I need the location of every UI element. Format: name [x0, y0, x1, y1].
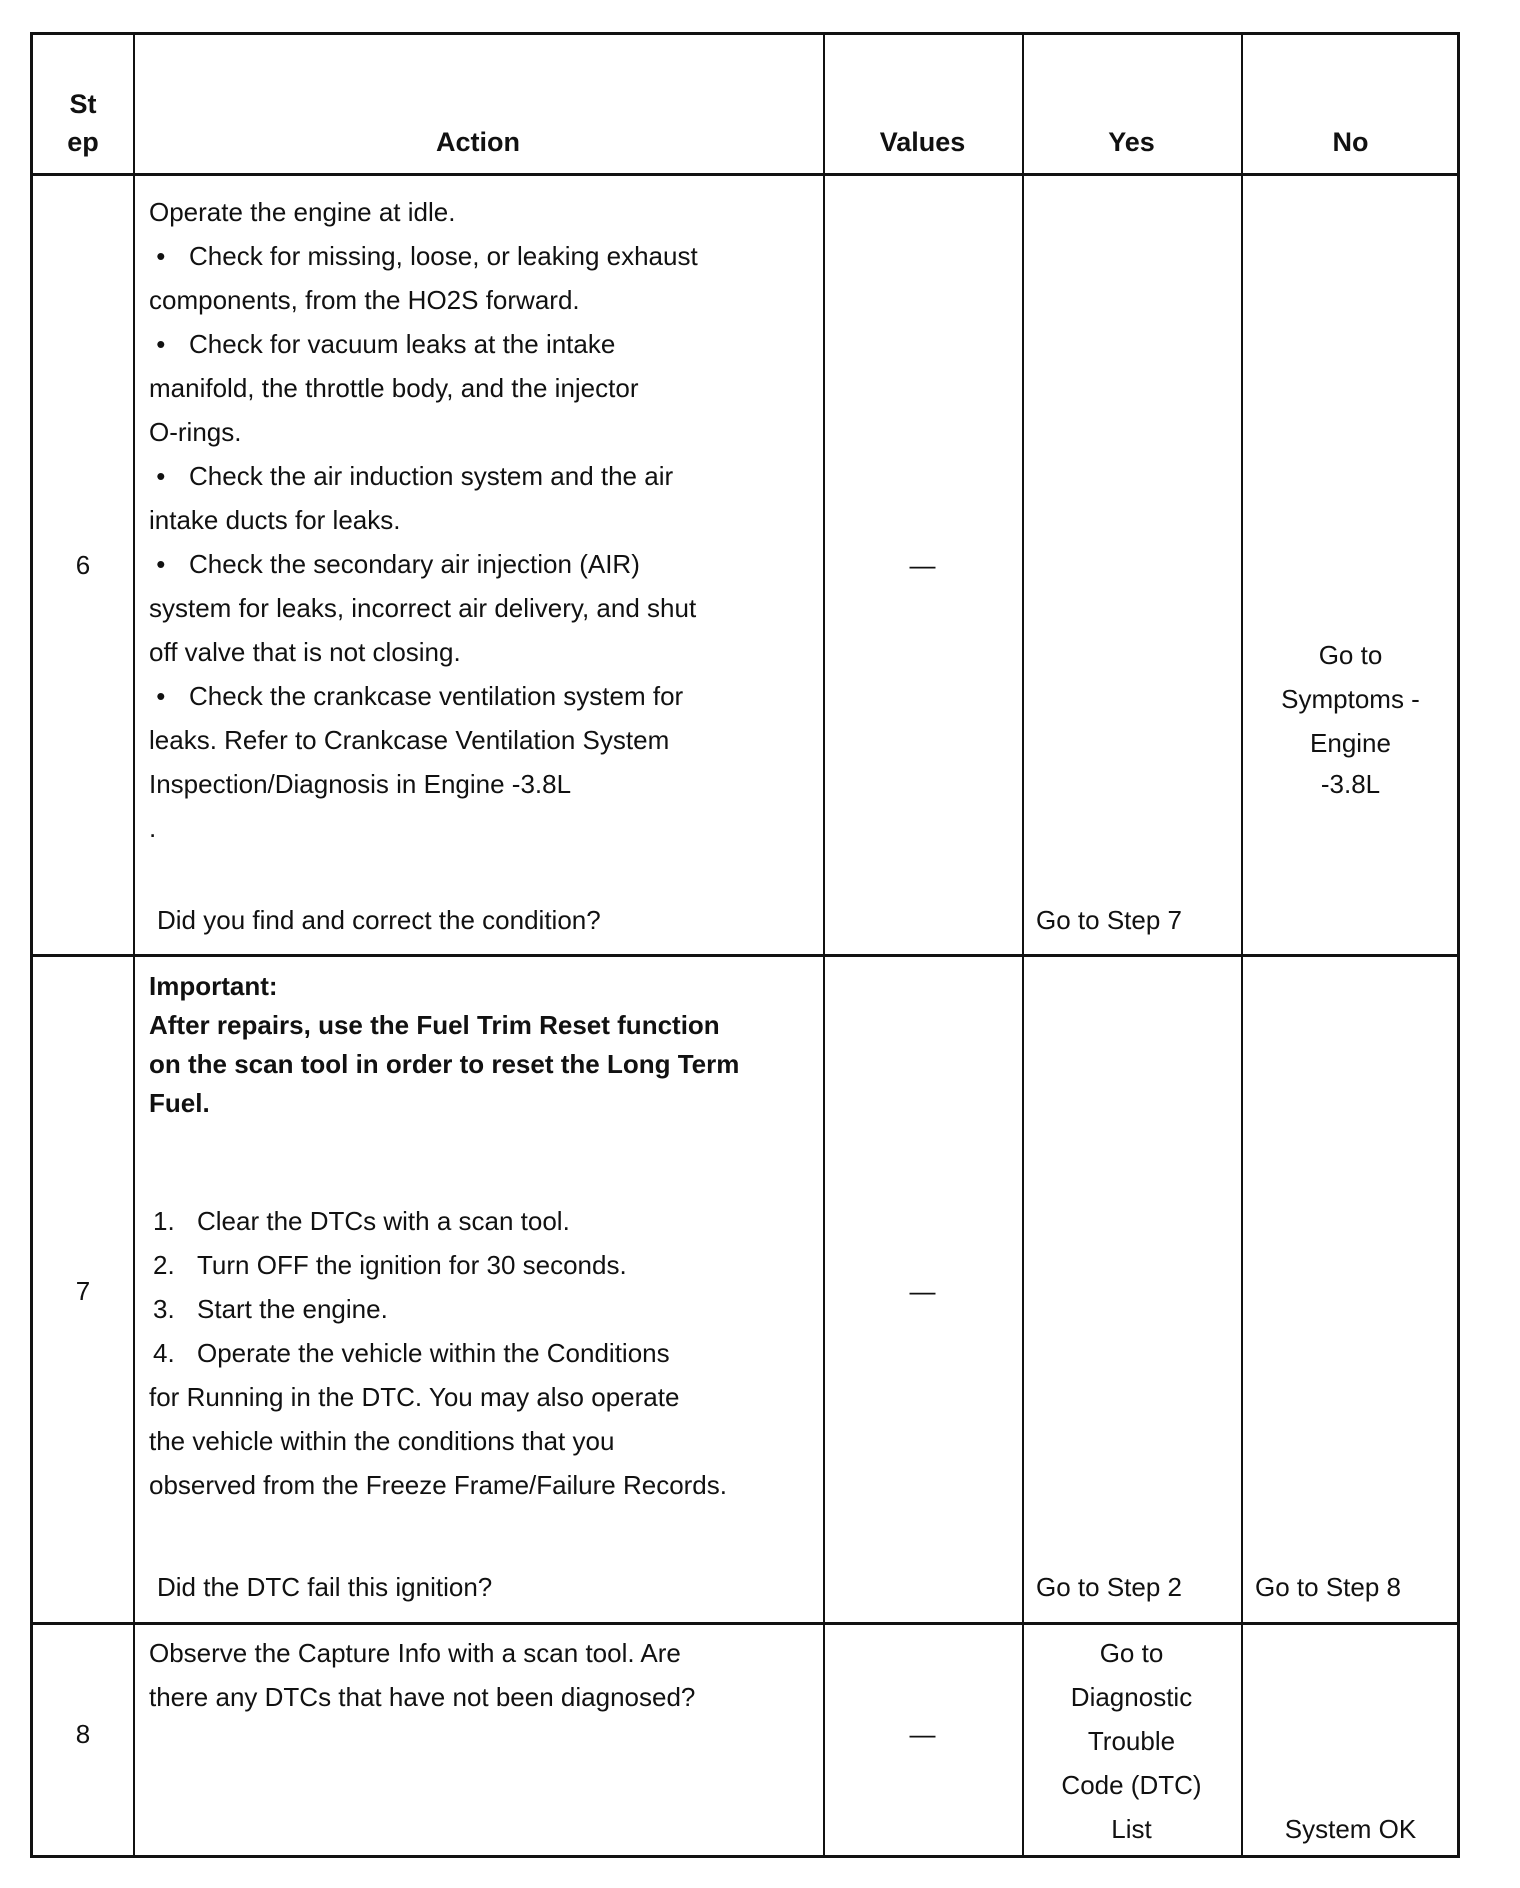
- trailing-dot: .: [149, 813, 157, 843]
- column-divider: [1241, 35, 1243, 1855]
- bullet-item: • Check the secondary air injection (AIR): [149, 549, 640, 579]
- bullet-item: • Check the crankcase ventilation system for: [149, 681, 684, 711]
- yes-cell: Go to Step 2: [1036, 1572, 1182, 1602]
- row-divider: [33, 173, 1457, 176]
- important-note: Important: After repairs, use the Fuel Trim Reset function on the scan tool in order to reset the Long Term Fuel.: [149, 967, 739, 1123]
- bullet-item: • Check for missing, loose, or leaking exhaust: [149, 241, 698, 271]
- important-label: Important:: [149, 971, 278, 1001]
- bullet-item: • Check for vacuum leaks at the intake: [149, 329, 616, 359]
- no-cell: System OK: [1284, 1814, 1417, 1844]
- yes-cell: Go to Step 7: [1036, 905, 1182, 935]
- row-divider: [33, 954, 1457, 957]
- column-divider: [1022, 35, 1024, 1855]
- action-question: Did you find and correct the condition?: [157, 905, 601, 935]
- no-cell: Go to Step 8: [1255, 1572, 1401, 1602]
- list-item: 4. Operate the vehicle within the Conditions: [153, 1338, 670, 1368]
- action-intro: Operate the engine at idle.: [149, 197, 456, 227]
- row-divider: [33, 1622, 1457, 1625]
- bullet-item: • Check the air induction system and the air: [149, 461, 674, 491]
- step-number: 7: [75, 1276, 91, 1306]
- no-cell: Go to Symptoms - Engine -3.8L: [1281, 640, 1420, 799]
- action-question: Did the DTC fail this ignition?: [157, 1572, 493, 1602]
- step-number: 8: [75, 1719, 91, 1749]
- values-cell: —: [909, 550, 936, 580]
- list-item: 1. Clear the DTCs with a scan tool.: [153, 1206, 570, 1236]
- step-number: 6: [75, 550, 91, 580]
- column-divider: [823, 35, 825, 1855]
- header-values: Values: [879, 127, 966, 157]
- list-item: 3. Start the engine.: [153, 1294, 388, 1324]
- values-cell: —: [909, 1276, 936, 1306]
- column-divider: [133, 35, 135, 1855]
- values-cell: —: [909, 1719, 936, 1749]
- header-no: No: [1332, 127, 1369, 157]
- diagnostic-table: [30, 32, 1460, 1858]
- header-step: St ep: [67, 89, 99, 157]
- list-item: 2. Turn OFF the ignition for 30 seconds.: [153, 1250, 627, 1280]
- procedure-steps: 1. Clear the DTCs with a scan tool. 2. Turn OFF the ignition for 30 seconds. 3. Start the engine. 4. Operate the vehicle within the Conditions for Running in the DTC. You may also operate the vehicle within the conditions that you observed from the Freeze Frame/Failure Records.: [149, 1199, 727, 1507]
- header-yes: Yes: [1108, 127, 1155, 157]
- action-cell: Observe the Capture Info with a scan tool. Are there any DTCs that have not been diagnosed?: [149, 1638, 696, 1712]
- header-action: Action: [436, 127, 520, 157]
- yes-cell: Go to Diagnostic Trouble Code (DTC) List: [1061, 1638, 1202, 1844]
- action-cell: Operate the engine at idle. • Check for missing, loose, or leaking exhaust components, from the HO2S forward. • Check for vacuum leaks at the intake manifold, the throttle body, and the injector O-rings. • Check the air induction system and the air intake ducts for leaks. • Check the secondary air injection (AIR) system for leaks, incorrect air delivery, and shut off valve that is not closing. • Check the crankcase ventilation system for leaks. Refer to Crankcase Ventilation System Inspection/Diagnosis in Engine -3.8L .: [149, 190, 698, 850]
